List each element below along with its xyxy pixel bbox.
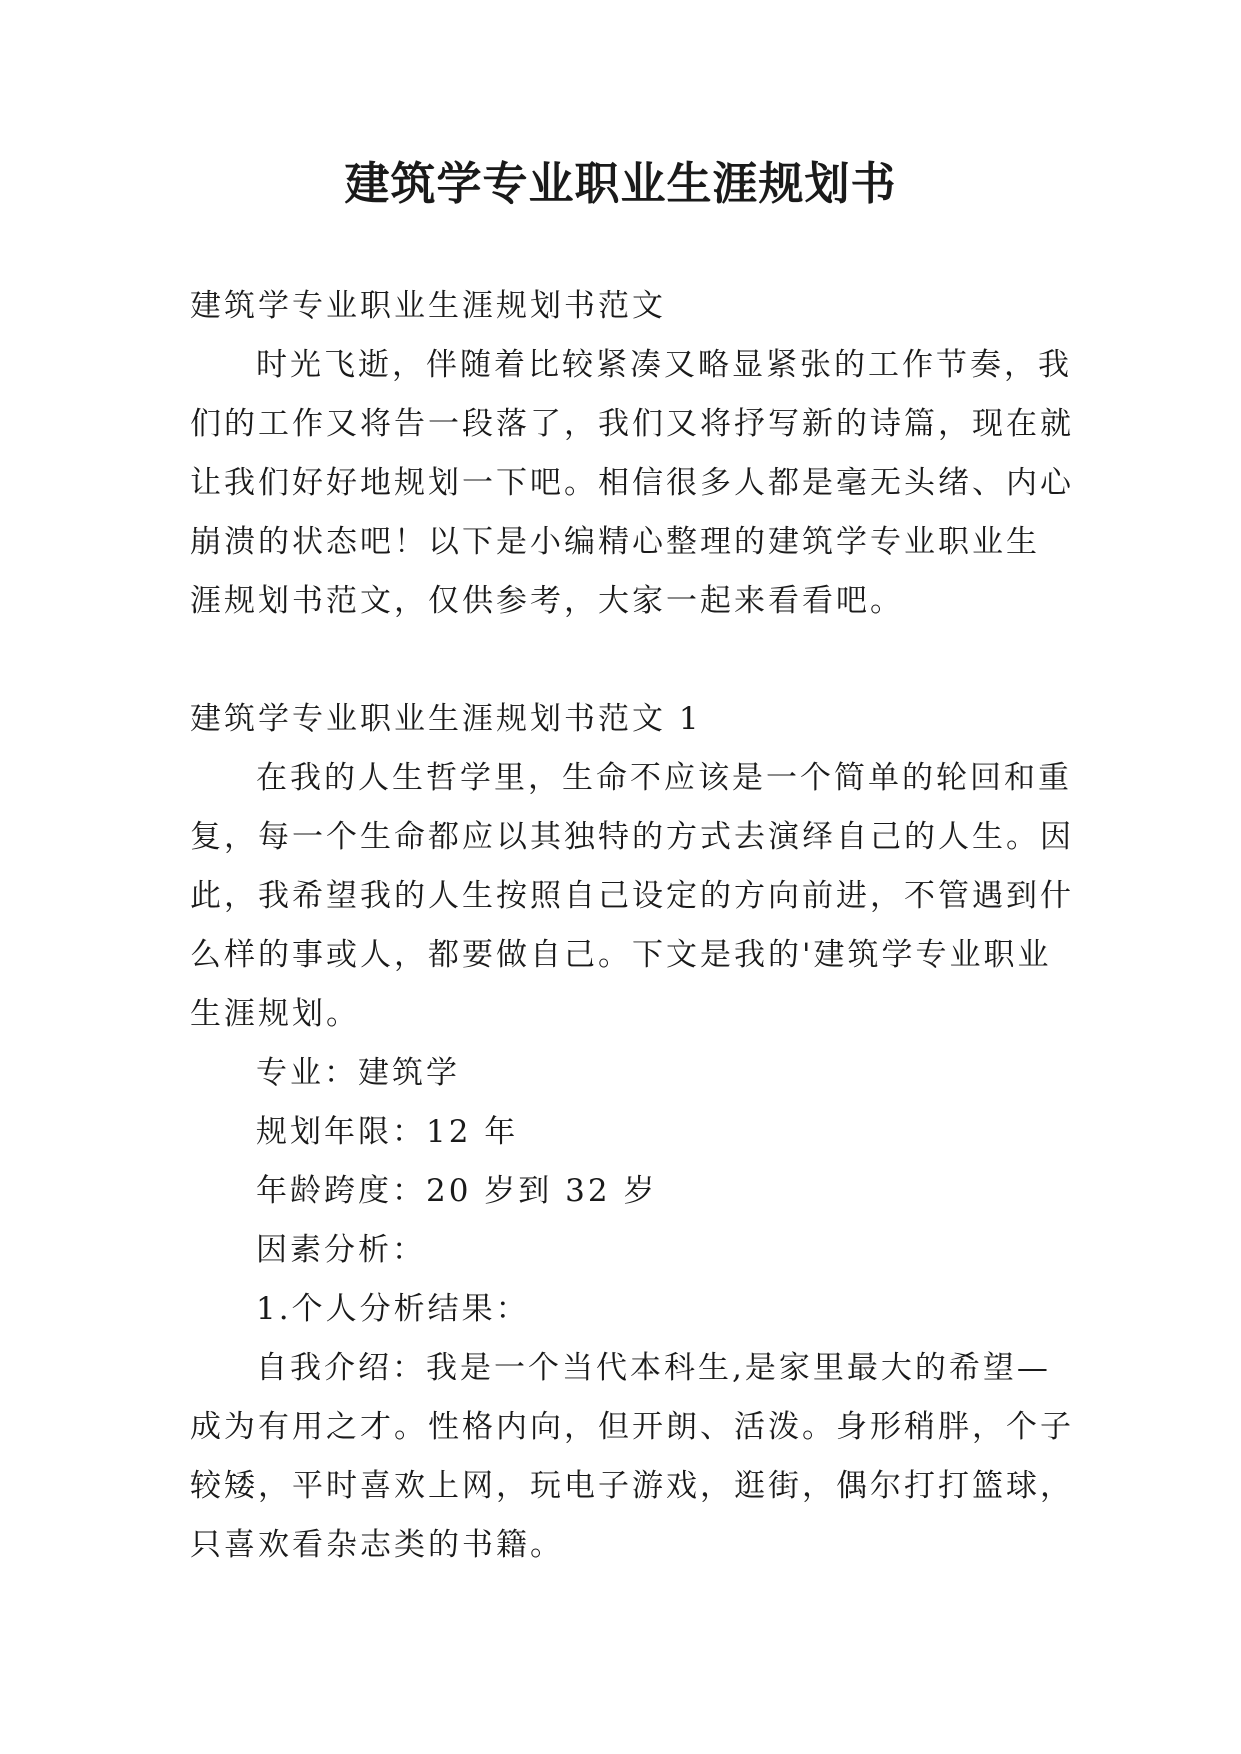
- text-line: 规划年限：12 年: [256, 1114, 519, 1150]
- text-line: 时光飞逝，伴随着比较紧凑又略显紧张的工作节奏，我: [256, 347, 1072, 383]
- document-body: [190, 277, 1074, 1575]
- text-line: 建筑学专业职业生涯规划书范文: [190, 288, 666, 324]
- text-line: 让我们好好地规划一下吧。相信很多人都是毫无头绪、内心: [190, 465, 1074, 501]
- text-line: 涯规划书范文，仅供参考，大家一起来看看吧。: [190, 583, 904, 619]
- text-line: 专业：建筑学: [256, 1055, 460, 1091]
- text-line: 复，每一个生命都应以其独特的方式去演绎自己的人生。因: [190, 819, 1074, 855]
- text-line: 们的工作又将告一段落了，我们又将抒写新的诗篇，现在就: [190, 406, 1074, 442]
- text-line: 成为有用之才。性格内向，但开朗、活泼。身形稍胖，个子: [190, 1409, 1074, 1445]
- text-line: 只喜欢看杂志类的书籍。: [190, 1527, 564, 1563]
- text-line: 生涯规划。: [190, 996, 360, 1032]
- blank-line: [190, 631, 1060, 690]
- text-line: 么样的事或人，都要做自己。下文是我的'建筑学专业职业: [190, 937, 1052, 973]
- text-line: 自我介绍：我是一个当代本科生,是家里最大的希望—: [256, 1350, 1051, 1386]
- document-title: 建筑学专业职业生涯规划书: [344, 157, 897, 210]
- text-line: 此，我希望我的人生按照自己设定的方向前进，不管遇到什: [190, 878, 1074, 914]
- text-line: 建筑学专业职业生涯规划书范文 1: [190, 701, 702, 737]
- text-line: 年龄跨度：20 岁到 32 岁: [256, 1173, 658, 1209]
- text-line: 在我的人生哲学里，生命不应该是一个简单的轮回和重: [256, 760, 1072, 796]
- text-line: 1.个人分析结果：: [256, 1291, 530, 1327]
- text-line: 较矮，平时喜欢上网，玩电子游戏，逛街，偶尔打打篮球，: [190, 1468, 1074, 1504]
- text-line: 因素分析：: [256, 1232, 426, 1268]
- text-line: 崩溃的状态吧！以下是小编精心整理的建筑学专业职业生: [190, 524, 1040, 560]
